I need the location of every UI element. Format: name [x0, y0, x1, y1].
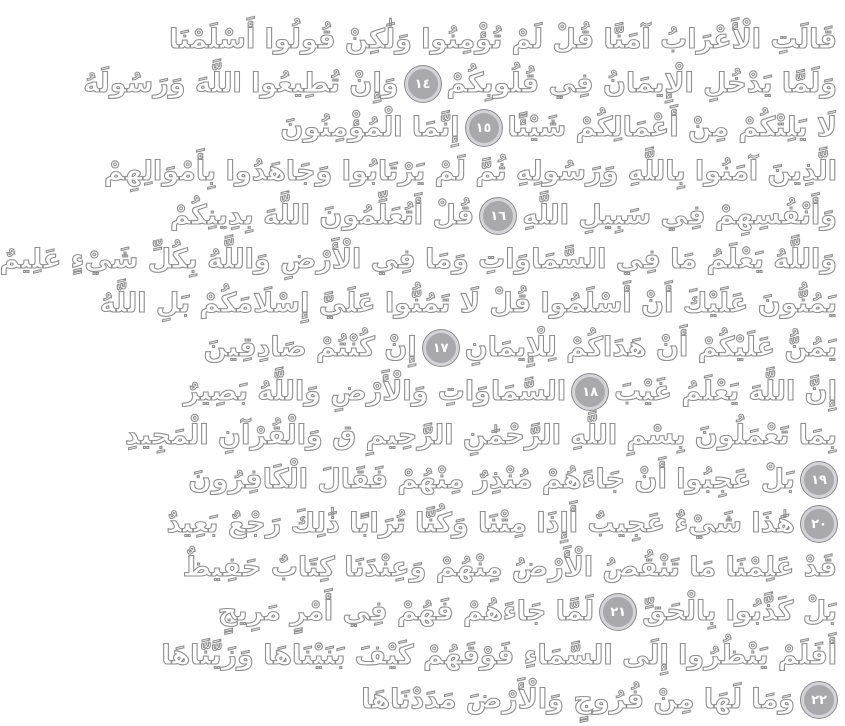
verse-line [217, 592, 837, 632]
verse-text: السَّمَاوَاتِ وَالْأَرْضِ وَاللَّهُ بَصِيرٌ [183, 376, 567, 407]
verse-text: وَمَا لَهَا مِنْ فُرُوجٍ وَالْأَرْضَ مَدَدْنَاهَا [361, 684, 795, 715]
verse-text: بَلْ كَذَّبُوا بِالْحَقِّ [642, 596, 837, 627]
verse-line [166, 504, 837, 544]
verse-text: هَٰذَا شَيْءٌ عَجِيبٌ أَإِذَا مِتْنَا وَكُنَّا تُرَابًا ذَٰلِكَ رَجْعٌ بَعِيدٌ [166, 508, 795, 539]
verse-number-marker: ١٦ [480, 198, 516, 234]
verse-line [280, 108, 837, 148]
verse-text: إِنَّمَا الْمُؤْمِنُونَ [280, 112, 460, 143]
verse-number-marker: ١٨ [572, 374, 608, 410]
verse-text: وَلَمَّا يَدْخُلِ الْإِيمَانُ فِي قُلُوبِكُمْ [446, 68, 837, 99]
verse-line [0, 240, 837, 280]
verse-text: وَإِنْ تُطِيعُوا اللَّهَ وَرَسُولَهُ [83, 68, 399, 99]
verse-number-marker: ١٤ [405, 66, 441, 102]
verse-number-marker: ٢١ [600, 594, 636, 630]
verse-line [169, 20, 837, 60]
verse-text: قُلْ أَتُعَلِّمُونَ اللَّهَ بِدِينِكُمْ [169, 200, 475, 231]
verse-line [188, 460, 837, 500]
verse-text: بِمَا تَعْمَلُونَ بِسْمِ اللَّهِ الرَّحْمَٰنِ الرَّحِيمِ ق وَالْقُرْآنِ الْمَجِيدِ [125, 420, 837, 451]
verse-text: يَمُنُّونَ عَلَيْكَ أَنْ أَسْلَمُوا قُلْ لَا تَمُنُّوا عَلَيَّ إِسْلَامَكُمْ بَلِ اللَّهُ [99, 288, 837, 319]
verse-text: إِنْ كُنْتُمْ صَادِقِينَ [203, 332, 417, 363]
verse-text: أَفَلَمْ يَنْظُرُوا إِلَى السَّمَاءِ فَوْقَهُمْ كَيْفَ بَنَيْنَاهَا وَزَيَّنَّاهَا [161, 640, 837, 671]
verse-number-marker: ٢٠ [801, 506, 837, 542]
verse-line [169, 196, 837, 236]
verse-number-marker: ١٧ [423, 330, 459, 366]
verse-line [83, 64, 837, 104]
verse-line [183, 372, 837, 412]
verse-line [182, 548, 837, 588]
verse-number-marker: ١٩ [801, 462, 837, 498]
verse-text: وَاللَّهُ يَعْلَمُ مَا فِي السَّمَاوَاتِ وَمَا فِي الْأَرْضِ وَاللَّهُ بِكُلِّ شَيْءٍ عَلِيمٌ [0, 244, 837, 275]
verse-line [103, 152, 837, 192]
verse-line [203, 328, 837, 368]
verse-number-marker: ٢٢ [801, 682, 837, 718]
verse-number-marker: ١٥ [466, 110, 502, 146]
verse-text: قَالَتِ الْأَعْرَابُ آمَنَّا قُلْ لَمْ تُؤْمِنُوا وَلَٰكِنْ قُولُوا أَسْلَمْنَا [169, 24, 837, 55]
verse-text: إِنَّ اللَّهَ يَعْلَمُ غَيْبَ [614, 376, 837, 407]
verse-line [125, 416, 837, 456]
verse-text: لَا يَلِتْكُمْ مِنْ أَعْمَالِكُمْ شَيْئًا [507, 112, 837, 143]
verse-line [99, 284, 837, 324]
verse-text: يَمُنُّ عَلَيْكُمْ أَنْ هَدَاكُمْ لِلْإِيمَانِ [464, 332, 837, 363]
verse-line [161, 636, 837, 676]
verse-text: بَلْ عَجِبُوا أَنْ جَاءَهُمْ مُنْذِرٌ مِنْهُمْ فَقَالَ الْكَافِرُونَ [188, 464, 795, 495]
verse-text: الَّذِينَ آمَنُوا بِاللَّهِ وَرَسُولِهِ ثُمَّ لَمْ يَرْتَابُوا وَجَاهَدُوا بِأَمْوَالِهِمْ [103, 156, 837, 187]
verse-text: لَمَّا جَاءَهُمْ فَهُمْ فِي أَمْرٍ مَرِيجٍ [217, 596, 595, 627]
verse-text: قَدْ عَلِمْنَا مَا تَنْقُصُ الْأَرْضُ مِنْهُمْ وَعِنْدَنَا كِتَابٌ حَفِيظٌ [182, 552, 837, 583]
verse-line [361, 680, 837, 720]
verse-text: وَأَنْفُسِهِمْ فِي سَبِيلِ اللَّهِ [522, 200, 837, 231]
